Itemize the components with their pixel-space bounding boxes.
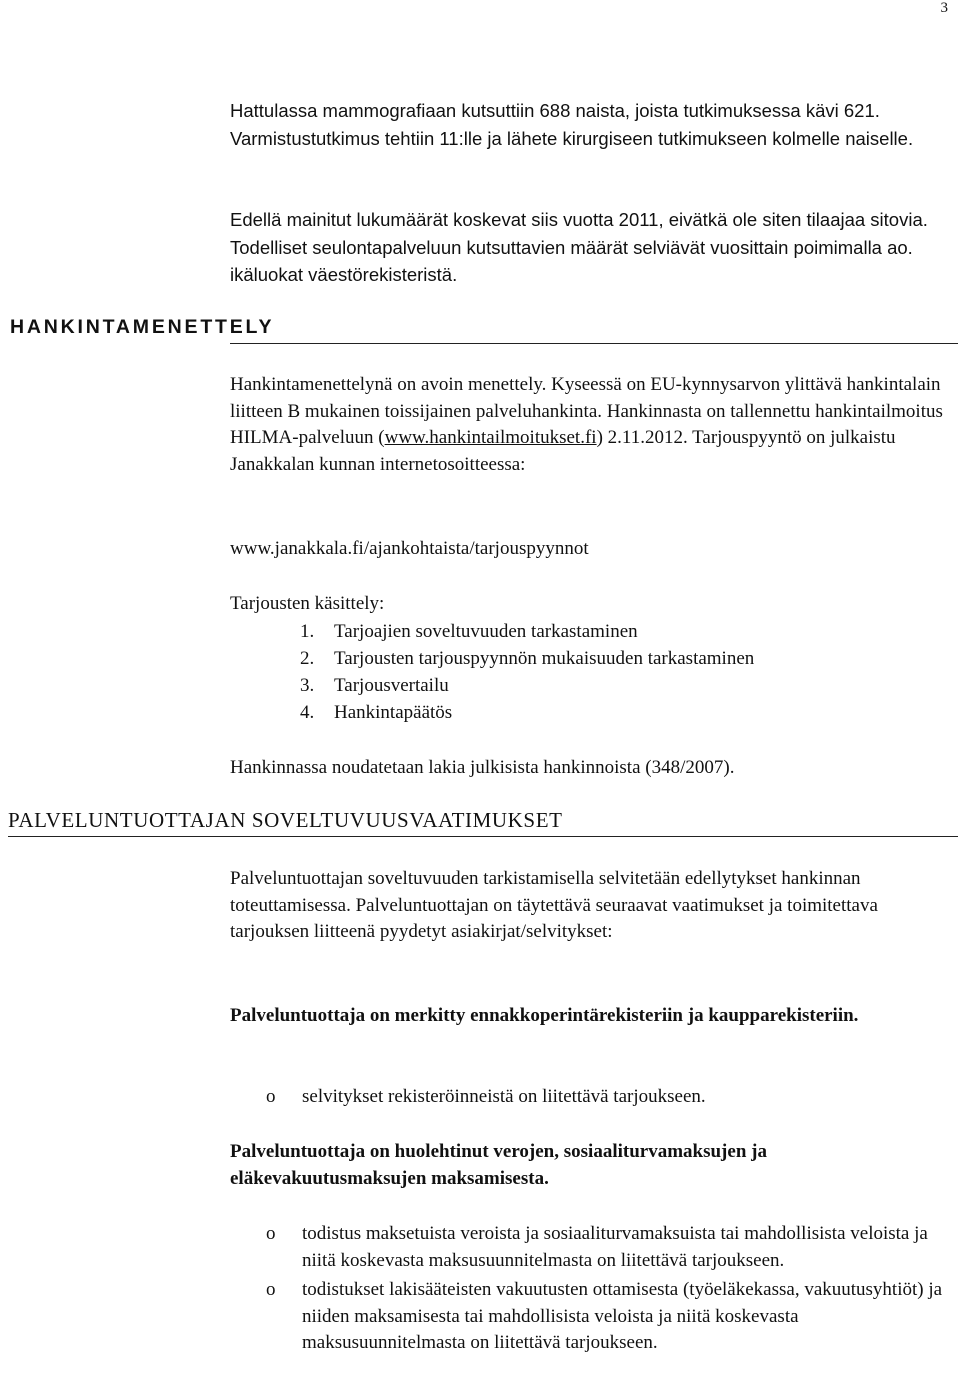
bullet-text: selvitykset rekisteröinneistä on liitettävä tarjoukseen. [302, 1086, 706, 1107]
list-item [300, 699, 940, 726]
requirements-intro: Palveluntuottajan soveltuvuuden tarkistamisella selvitetään edellytykset hankinnan toteuttamisessa. Palveluntuottajan on täytettävä seuraavat vaatimukset ja toimitettava tarjouksen liitteenä pyydetyt asiakirjat/selvitykset: [230, 868, 878, 942]
section-heading-hankintamenettely: HANKINTAMENETTELY [10, 316, 275, 338]
bullet-marker: o [266, 1086, 276, 1107]
bullet-marker: o [266, 1223, 276, 1244]
list-item [300, 645, 940, 672]
law-reference: Hankinnassa noudatetaan lakia julkisista hankinnoista (348/2007). [230, 757, 735, 778]
step-number: 1. [300, 621, 315, 642]
requirement-1-list [230, 1084, 945, 1111]
step-number: 3. [300, 675, 315, 696]
intro-paragraph-2: Edellä mainitut lukumäärät koskevat siis vuotta 2011, eivätkä ole siten tilaajaa sitovia. Todelliset seulontapalveluun kutsuttavien määrät selviävät vuosittain poimimalla ao. ikäluokat väestörekisteristä. [230, 209, 928, 285]
list-item [230, 1221, 945, 1274]
section-rule [230, 343, 958, 344]
procurement-text-2: ) 2.11.2012. Tarjouspyyntö on julkaistu Janakkalan kunnan internetosoitteessa: [230, 427, 896, 475]
bullet-marker: o [266, 1279, 276, 1300]
step-text: Tarjousvertailu [334, 675, 449, 696]
section-rule [8, 836, 958, 837]
tender-handling-title: Tarjousten käsittely: [230, 593, 385, 614]
requirement-2-list [230, 1221, 945, 1357]
list-item [230, 1277, 945, 1357]
step-text: Tarjoajien soveltuvuuden tarkastaminen [334, 621, 638, 642]
page-number: 3 [940, 0, 948, 16]
bullet-text: todistus maksetuista veroista ja sosiaaliturvamaksuista tai mahdollisista veloista ja niitä koskevasta maksusuunnitelmasta on liitettävä tarjoukseen. [302, 1223, 928, 1271]
intro-paragraph-1: Hattulassa mammografiaan kutsuttiin 688 naista, joista tutkimuksessa kävi 621. Varmistustutkimus tehtiin 11:lle ja lähete kirurgiseen tutkimukseen kolmelle naiselle. [230, 100, 914, 149]
requirement-1-title: Palveluntuottaja on merkitty ennakkoperintärekisteriin ja kaupparekisteriin. [230, 1005, 859, 1026]
list-item [300, 672, 940, 699]
list-item [230, 1084, 945, 1111]
bullet-text: todistukset lakisääteisten vakuutusten ottamisesta (työeläkekassa, vakuutusyhtiöt) ja niiden maksamisesta tai mahdollisista veloista ja niitä koskevasta maksusuunnitelmasta on liitettävä tarjoukseen. [302, 1279, 943, 1353]
hilma-link[interactable]: www.hankintailmoitukset.fi [384, 427, 597, 448]
section-heading-soveltuvuusvaatimukset: PALVELUNTUOTTAJAN SOVELTUVUUSVAATIMUKSET [8, 808, 563, 832]
procurement-paragraph [230, 372, 945, 478]
tender-handling-steps [300, 618, 940, 726]
step-number: 2. [300, 648, 315, 669]
list-item [300, 618, 940, 645]
tender-url[interactable]: www.janakkala.fi/ajankohtaista/tarjouspyynnot [230, 538, 589, 559]
step-text: Hankintapäätös [334, 702, 453, 723]
requirement-2-title: Palveluntuottaja on huolehtinut verojen, sosiaaliturvamaksujen ja eläkevakuutusmaksujen maksamisesta. [230, 1141, 767, 1189]
procurement-text-1: Hankintamenettelynä on avoin menettely. Kyseessä on EU-kynnysarvon ylittävä hankintalain liitteen B mukainen toissijainen palveluhankinta. Hankinnasta on tallennettu hankintailmoitus HILMA-palveluun ( [230, 374, 943, 448]
step-text: Tarjousten tarjouspyynnön mukaisuuden tarkastaminen [334, 648, 755, 669]
step-number: 4. [300, 702, 315, 723]
